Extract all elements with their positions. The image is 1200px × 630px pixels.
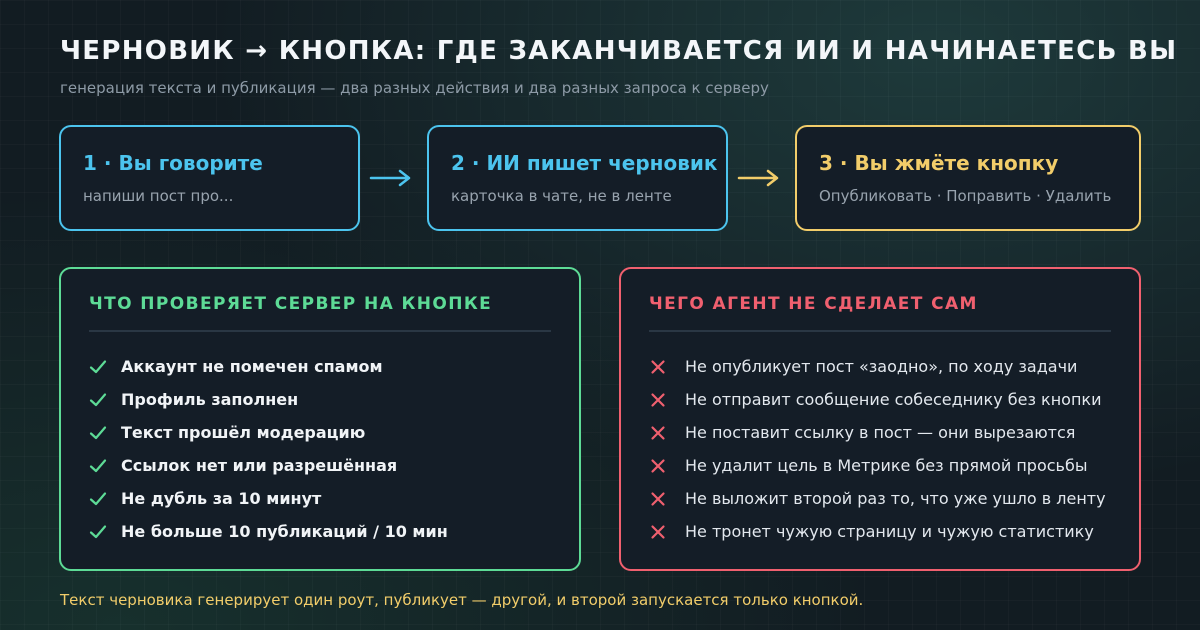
checkmark-icon xyxy=(89,391,107,409)
cross-icon xyxy=(649,490,667,508)
list-item-label: Не выложит второй раз то, что уже ушло в ленту xyxy=(685,489,1106,508)
list-item xyxy=(649,388,1129,421)
step-card-speak xyxy=(59,125,360,231)
right-arrow-icon xyxy=(737,168,781,188)
agent-limits-list xyxy=(649,355,1129,553)
list-item-label: Текст прошёл модерацию xyxy=(121,423,366,442)
page-title: ЧЕРНОВИК → КНОПКА: ГДЕ ЗАКАНЧИВАЕТСЯ ИИ И НАЧИНАЕТЕСЬ ВЫ xyxy=(60,36,1178,66)
panel-title: ЧТО ПРОВЕРЯЕТ СЕРВЕР НА КНОПКЕ xyxy=(89,294,493,314)
step-description: карточка в чате, не в ленте xyxy=(451,187,672,205)
list-item xyxy=(649,454,1129,487)
cross-icon xyxy=(649,358,667,376)
list-item-label: Не больше 10 публикаций / 10 мин xyxy=(121,522,448,541)
checkmark-icon xyxy=(89,358,107,376)
cross-icon xyxy=(649,457,667,475)
agent-limits-panel xyxy=(619,267,1141,571)
list-item-label: Ссылок нет или разрешённая xyxy=(121,456,398,475)
list-item xyxy=(89,388,569,421)
list-item-label: Аккаунт не помечен спамом xyxy=(121,357,383,376)
list-item-label: Не отправит сообщение собеседнику без кнопки xyxy=(685,390,1102,409)
list-item xyxy=(649,487,1129,520)
checkmark-icon xyxy=(89,457,107,475)
list-item xyxy=(89,421,569,454)
cross-icon xyxy=(649,424,667,442)
panel-title: ЧЕГО АГЕНТ НЕ СДЕЛАЕТ САМ xyxy=(649,294,978,314)
list-item xyxy=(89,487,569,520)
cross-icon xyxy=(649,523,667,541)
step-title: 3 · Вы жмёте кнопку xyxy=(819,151,1059,175)
list-item xyxy=(649,520,1129,553)
list-item xyxy=(649,355,1129,388)
list-item-label: Не удалит цель в Метрике без прямой просьбы xyxy=(685,456,1088,475)
list-item-label: Не опубликует пост «заодно», по ходу задачи xyxy=(685,357,1078,376)
list-item xyxy=(89,454,569,487)
step-card-ai-draft xyxy=(427,125,728,231)
step-card-press-button xyxy=(795,125,1141,231)
checkmark-icon xyxy=(89,424,107,442)
list-item xyxy=(89,520,569,553)
cross-icon xyxy=(649,391,667,409)
checkmark-icon xyxy=(89,490,107,508)
step-description: напиши пост про... xyxy=(83,187,234,205)
list-item xyxy=(649,421,1129,454)
footer-note: Текст черновика генерирует один роут, публикует — другой, и второй запускается только кнопкой. xyxy=(60,591,864,609)
server-checks-list xyxy=(89,355,569,553)
list-item-label: Не дубль за 10 минут xyxy=(121,489,322,508)
list-item-label: Профиль заполнен xyxy=(121,390,299,409)
checkmark-icon xyxy=(89,523,107,541)
panel-divider xyxy=(89,330,551,332)
step-title: 1 · Вы говорите xyxy=(83,151,263,175)
list-item-label: Не поставит ссылку в пост — они вырезаются xyxy=(685,423,1076,442)
right-arrow-icon xyxy=(369,168,413,188)
list-item-label: Не тронет чужую страницу и чужую статистику xyxy=(685,522,1094,541)
step-description: Опубликовать · Поправить · Удалить xyxy=(819,187,1112,205)
list-item xyxy=(89,355,569,388)
page-subtitle: генерация текста и публикация — два разных действия и два разных запроса к серверу xyxy=(60,79,769,97)
panel-divider xyxy=(649,330,1111,332)
server-checks-panel xyxy=(59,267,581,571)
step-title: 2 · ИИ пишет черновик xyxy=(451,151,718,175)
